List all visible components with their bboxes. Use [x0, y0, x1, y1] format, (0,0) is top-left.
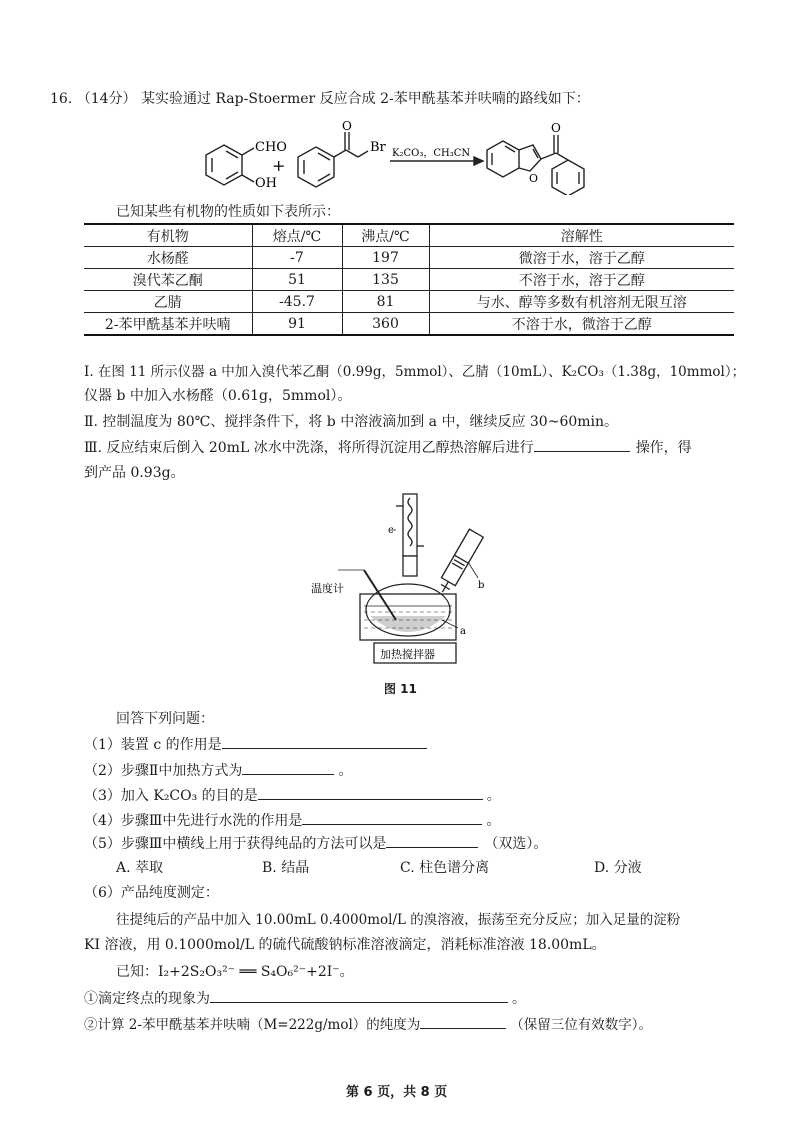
cho-label: CHO	[255, 140, 287, 155]
question-6-known: 已知：I₂+2S₂O₃²⁻ ══ S₄O₆²⁻+2I⁻。	[116, 964, 354, 980]
question-6-sub-2-text: ②计算 2-苯甲酰基苯并呋喃（M=222g/mol）的纯度为	[84, 1017, 421, 1033]
question-4-end: 。	[486, 813, 501, 829]
step-3-text-end: 操作，得	[635, 440, 692, 456]
option-c[interactable]: C. 柱色谱分离	[400, 860, 490, 876]
stirrer-label: 加热搅拌器	[380, 648, 435, 661]
question-6-title: （6）产品纯度测定：	[84, 885, 219, 901]
question-5	[84, 833, 547, 853]
table-cell: -45.7	[252, 291, 342, 313]
reaction-conditions: K₂CO₃，CH₃CN	[392, 148, 471, 159]
question-1-text: （1）装置 c 的作用是	[84, 737, 222, 753]
question-6-sub-1-end: 。	[512, 991, 526, 1007]
table-header-row	[84, 224, 734, 247]
table-cell: 360	[342, 313, 429, 336]
step-1-line-1: Ⅰ. 在图 11 所示仪器 a 中加入溴代苯乙酮（0.99g，5mmol）、乙腈（10mL）、K₂CO₃（1.38g，10mmol）；	[84, 364, 746, 380]
answer-blank-6-2[interactable]	[420, 1014, 506, 1029]
question-points: （14分）	[76, 91, 137, 107]
option-a[interactable]: A. 萃取	[116, 860, 164, 876]
dropping-funnel-b	[441, 529, 483, 585]
table-cell: 2-苯甲酰基苯并呋喃	[84, 313, 252, 336]
question-header	[50, 88, 590, 108]
table-cell: 乙腈	[84, 291, 252, 313]
answer-blank-5[interactable]	[386, 833, 478, 848]
oh-label: OH	[255, 176, 277, 191]
figure-caption: 图 11	[384, 682, 417, 696]
page-footer: 第 6 页，共 8 页	[346, 1085, 448, 1100]
question-4	[84, 810, 500, 830]
question-5-text: （5）步骤Ⅲ中横线上用于获得纯品的方法可以是	[84, 836, 387, 852]
table-cell: 不溶于水，溶于乙醇	[429, 269, 734, 291]
table-cell: 135	[342, 269, 429, 291]
table-cell: 溴代苯乙酮	[84, 269, 252, 291]
table-header: 熔点/℃	[252, 224, 342, 247]
table-cell: 91	[252, 313, 342, 336]
question-2-end: 。	[338, 763, 353, 779]
apparatus-figure	[308, 488, 508, 673]
question-6-sub-1	[84, 988, 526, 1008]
table-cell: -7	[252, 247, 342, 269]
question-6-text-1: 往提纯后的产品中加入 10.00mL 0.4000mol/L 的溴溶液，振荡至充分反应；加入足量的淀粉	[116, 912, 681, 928]
step-2: Ⅱ. 控制温度为 80℃、搅拌条件下，将 b 中溶液滴加到 a 中，继续反应 30~60min。	[84, 414, 619, 430]
step-1-line-2: 仪器 b 中加入水杨醛（0.61g，5mmol）。	[84, 388, 352, 404]
question-6-text-2: KI 溶液，用 0.1000mol/L 的硫代硫酸钠标准溶液滴定，消耗标准溶液 18.00mL。	[84, 937, 606, 953]
question-4-text: （4）步骤Ⅲ中先进行水洗的作用是	[84, 813, 303, 829]
option-d[interactable]: D. 分液	[594, 860, 642, 876]
table-cell: 51	[252, 269, 342, 291]
table-row	[84, 291, 734, 313]
condenser-c	[403, 494, 417, 556]
answer-blank-2[interactable]	[242, 760, 334, 775]
label-b: b	[478, 580, 485, 591]
table-cell: 与水、醇等多数有机溶剂无限互溶	[429, 291, 734, 313]
question-6-sub-2-end: （保留三位有效数字）。	[510, 1017, 653, 1033]
question-number: 16.	[50, 91, 73, 107]
answer-blank-step3[interactable]	[534, 437, 630, 452]
table-row	[84, 247, 734, 269]
answer-blank-1[interactable]	[222, 734, 427, 749]
question-6-sub-2	[84, 1013, 652, 1033]
properties-table	[84, 223, 734, 336]
table-header: 溶解性	[429, 224, 734, 247]
question-3-text: （3）加入 K₂CO₃ 的目的是	[84, 788, 258, 804]
answer-blank-4[interactable]	[302, 810, 482, 825]
label-c: c	[388, 525, 394, 536]
answer-blank-6-1[interactable]	[210, 988, 508, 1003]
table-cell: 81	[342, 291, 429, 313]
o-label-1: O	[342, 119, 352, 133]
question-intro: 某实验通过 Rap-Stoermer 反应合成 2-苯甲酰基苯并呋喃的路线如下：	[141, 91, 590, 107]
questions-intro: 回答下列问题：	[116, 711, 214, 727]
thermometer-label: 温度计	[311, 582, 344, 595]
answer-blank-3[interactable]	[258, 785, 483, 800]
question-5-end: （双选）。	[484, 836, 548, 852]
question-3-end: 。	[486, 788, 501, 804]
question-6-sub-1-text: ①滴定终点的现象为	[84, 991, 210, 1007]
table-cell: 197	[342, 247, 429, 269]
reaction-scheme	[200, 117, 600, 195]
table-header: 沸点/℃	[342, 224, 429, 247]
step-3-line-1	[84, 437, 692, 457]
plus-sign: +	[272, 156, 286, 175]
table-row	[84, 313, 734, 336]
table-cell: 微溶于水，溶于乙醇	[429, 247, 734, 269]
table-header: 有机物	[84, 224, 252, 247]
question-3	[84, 785, 501, 805]
o-label-2: O	[551, 121, 561, 135]
table-cell: 水杨醛	[84, 247, 252, 269]
table-intro: 已知某些有机物的性质如下表所示：	[116, 204, 340, 220]
br-label: Br	[370, 140, 386, 155]
step-3-text: Ⅲ. 反应结束后倒入 20mL 冰水中洗涤，将所得沉淀用乙醇热溶解后进行	[84, 440, 534, 456]
label-a: a	[460, 626, 466, 637]
question-1	[84, 734, 427, 754]
table-cell: 不溶于水，微溶于乙醇	[429, 313, 734, 336]
step-3-line-2: 到产品 0.93g。	[84, 465, 185, 481]
o-label-furan: O	[529, 172, 539, 185]
question-2	[84, 760, 352, 780]
option-b[interactable]: B. 结晶	[262, 860, 310, 876]
question-2-text: （2）步骤Ⅱ中加热方式为	[84, 763, 243, 779]
table-row	[84, 269, 734, 291]
